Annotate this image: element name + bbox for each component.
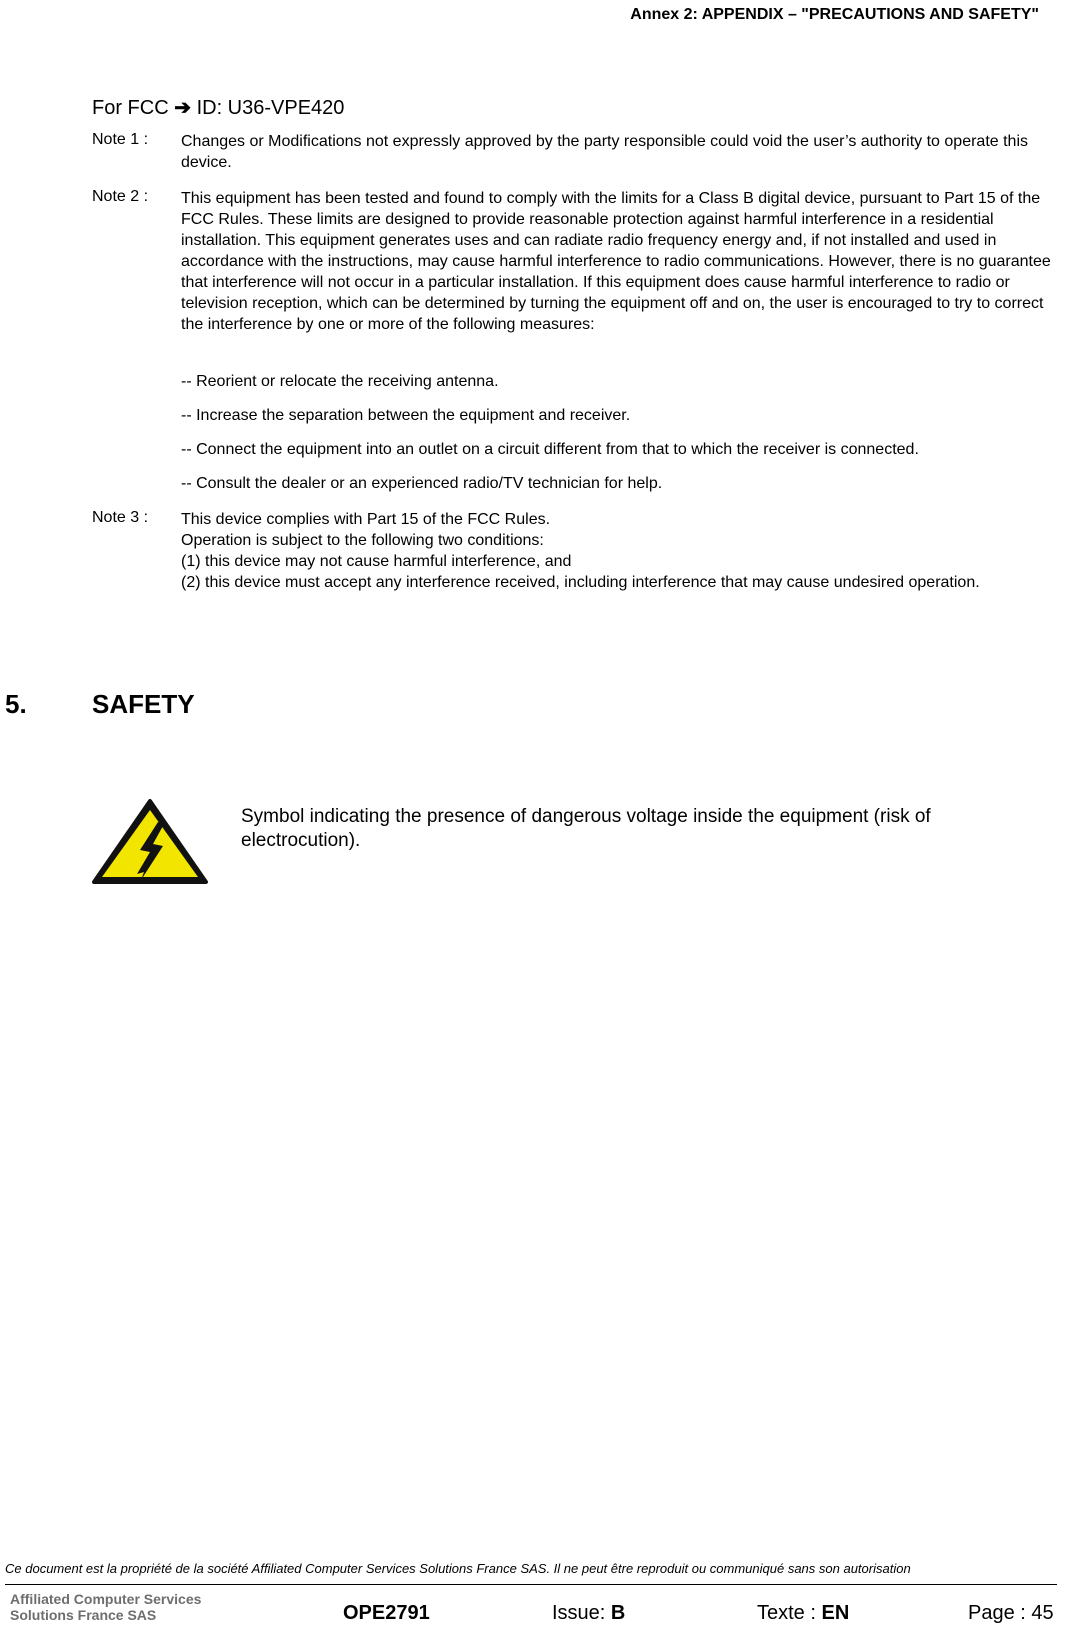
- note-3-line: (1) this device may not cause harmful interference, and: [181, 553, 572, 570]
- note-2-body: [181, 188, 1055, 335]
- issue-field: [552, 1602, 625, 1625]
- measure-item: -- Reorient or relocate the receiving antenna.: [181, 373, 499, 390]
- footer-divider: [5, 1584, 1057, 1585]
- note-3-line: Operation is subject to the following two conditions:: [181, 532, 544, 549]
- note-3-label: Note 3 :: [92, 509, 149, 526]
- page-header-title: Annex 2: APPENDIX – "PRECAUTIONS AND SAFETY": [630, 6, 1039, 23]
- note-1-label: Note 1 :: [92, 131, 149, 148]
- measure-item: -- Increase the separation between the equipment and receiver.: [181, 407, 631, 424]
- note-2-paragraph: This equipment has been tested and found to comply with the limits for a Class B digital device, pursuant to Part 15 of the FCC Rules. These limits are designed to provide reasonable protection against harmful interference in a residential installation. This equipment generates uses and can radiate radio frequency energy and, if not installed and used in accordance with the instructions, may cause harmful interference to radio communications. However, there is no guarantee that interference will not occur in a particular installation. If this equipment does cause harmful interference to radio or television reception, which can be determined by turning the equipment off and on, the user is encouraged to try to correct the interference by one or more of the following measures:: [181, 190, 1051, 333]
- language-field: [757, 1602, 849, 1625]
- company-line-1: Affiliated Computer Services: [10, 1591, 202, 1607]
- issue-value: B: [610, 1602, 626, 1624]
- fcc-id-text: ID: U36-VPE420: [196, 97, 345, 119]
- symbol-description: Symbol indicating the presence of dangerous voltage inside the equipment (risk of electrocution).: [241, 806, 931, 851]
- page-label: Page :: [968, 1602, 1026, 1624]
- company-line-2: Solutions France SAS: [10, 1607, 157, 1623]
- footer-copyright-notice: Ce document est la propriété de la société Affiliated Computer Services Solutions France SAS. Il ne peut être reproduit ou communiqué sans son autorisation: [5, 1561, 911, 1576]
- issue-label: Issue:: [552, 1602, 606, 1624]
- note-1-paragraph: Changes or Modifications not expressly approved by the party responsible could void the user’s authority to operate this device.: [181, 133, 1028, 171]
- note-1-body: [181, 131, 1055, 173]
- note-3-line: This device complies with Part 15 of the FCC Rules.: [181, 511, 551, 528]
- company-logo-text: [10, 1591, 201, 1623]
- high-voltage-warning-icon: [90, 796, 210, 886]
- section-number: 5.: [5, 689, 27, 719]
- measure-item: -- Consult the dealer or an experienced radio/TV technician for help.: [181, 475, 663, 492]
- fcc-id-line: [92, 95, 344, 120]
- note-2-label: Note 2 :: [92, 188, 149, 205]
- measure-item: -- Connect the equipment into an outlet on a circuit different from that to which the receiver is connected.: [181, 441, 919, 458]
- texte-value: EN: [821, 1602, 850, 1624]
- texte-label: Texte :: [757, 1602, 816, 1624]
- note-3-body: [181, 509, 1055, 593]
- document-id: OPE2791: [343, 1602, 430, 1624]
- note-3-line: (2) this device must accept any interference received, including interference that may cause undesired operation.: [181, 574, 980, 591]
- fcc-prefix: For FCC: [92, 97, 169, 119]
- arrow-right-icon: ➔: [174, 97, 191, 119]
- page-value: 45: [1031, 1602, 1054, 1624]
- section-title: SAFETY: [92, 689, 195, 719]
- page-number-field: [968, 1602, 1054, 1625]
